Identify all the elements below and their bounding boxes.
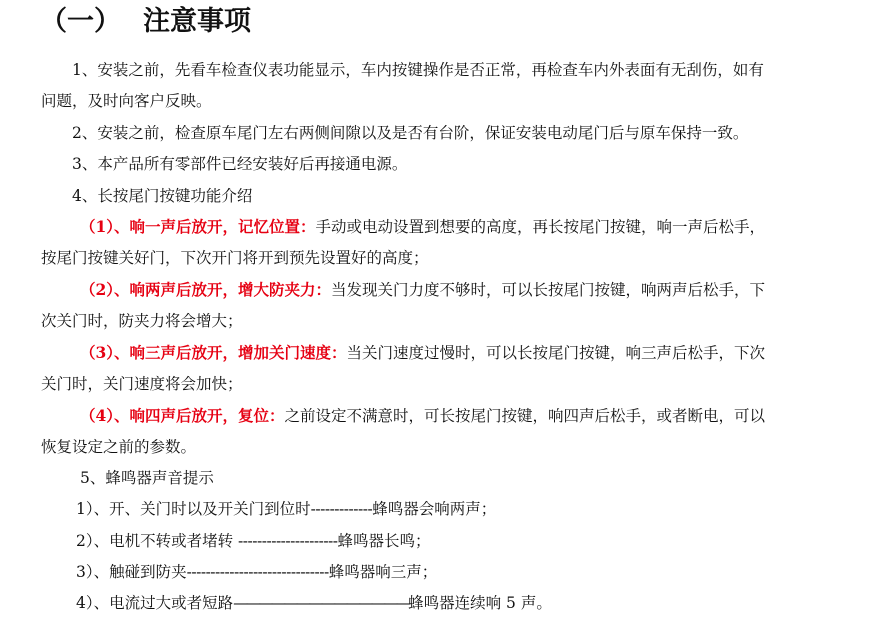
buzzer-separator: ——————————————: [233, 594, 409, 612]
function-1-line-1: [80, 217, 765, 237]
function-4-line-1: [80, 406, 765, 426]
buzzer-row-1: [76, 499, 496, 519]
item-1-line-2: 问题，及时向客户反映。: [41, 92, 212, 110]
item-4-line-1: 4、长按尾门按键功能介绍: [72, 187, 253, 205]
function-4-line-2: 恢复设定之前的参数。: [41, 438, 197, 456]
buzzer-separator: -------------: [310, 500, 373, 518]
buzzer-separator: ---------------------: [238, 532, 338, 550]
function-2-label: （2）、响两声后放开，增大防夹力：: [80, 280, 332, 299]
function-4-label: （4）、响四声后放开，复位：: [80, 406, 285, 425]
buzzer-result: 蜂鸣器连续响 5 声。: [408, 594, 552, 612]
section-title: 注意事项: [143, 6, 251, 37]
function-3-line-1: [80, 343, 765, 363]
buzzer-condition: 1）、开、关门时以及开关门到位时: [76, 500, 311, 518]
function-2-line-1: [80, 280, 765, 300]
item-2-line-1: 2、安装之前，检查原车尾门左右两侧间隙以及是否有台阶，保证安装电动尾门后与原车保持一致。: [72, 124, 749, 142]
buzzer-result: 蜂鸣器长鸣；: [337, 532, 431, 550]
buzzer-row-2: [76, 531, 431, 551]
buzzer-row-4: [76, 593, 552, 613]
buzzer-row-3: [76, 562, 437, 582]
section-heading: [40, 4, 251, 40]
item-5-line-1: 5、蜂鸣器声音提示: [80, 469, 214, 487]
function-2-line-2: 次关门时，防夹力将会增大；: [41, 312, 243, 330]
function-3-line-2: 关门时，关门速度将会加快；: [41, 375, 243, 393]
item-3-line-1: 3、本产品所有零部件已经安装好后再接通电源。: [72, 155, 408, 173]
buzzer-result: 蜂鸣器会响两声；: [372, 500, 497, 518]
function-4-text: 之前设定不满意时，可长按尾门按键，响四声后松手，或者断电，可以: [284, 407, 766, 425]
buzzer-condition: 2）、电机不转或者堵转: [76, 532, 239, 550]
function-1-text: 手动或电动设置到想要的高度，再长按尾门按键，响一声后松手，: [315, 218, 766, 236]
function-2-text: 当发现关门力度不够时，可以长按尾门按键，响两声后松手，下: [331, 281, 766, 299]
function-1-line-2: 按尾门按键关好门，下次开门将开到预先设置好的高度；: [41, 249, 429, 267]
function-3-label: （3）、响三声后放开，增加关门速度：: [80, 343, 347, 362]
buzzer-condition: 4）、电流过大或者短路: [76, 594, 234, 612]
function-3-text: 当关门速度过慢时，可以长按尾门按键，响三声后松手，下次: [346, 344, 766, 362]
function-1-label: （1）、响一声后放开，记忆位置：: [80, 217, 316, 236]
buzzer-result: 蜂鸣器响三声；: [328, 563, 438, 581]
buzzer-separator: ------------------------------: [186, 563, 329, 581]
buzzer-condition: 3）、触碰到防夹: [76, 563, 187, 581]
section-number: （一）: [40, 6, 121, 37]
item-1-line-1: 1、安装之前，先看车检查仪表功能显示，车内按键操作是否正常，再检查车内外表面有无刮伤，如有: [72, 61, 764, 79]
